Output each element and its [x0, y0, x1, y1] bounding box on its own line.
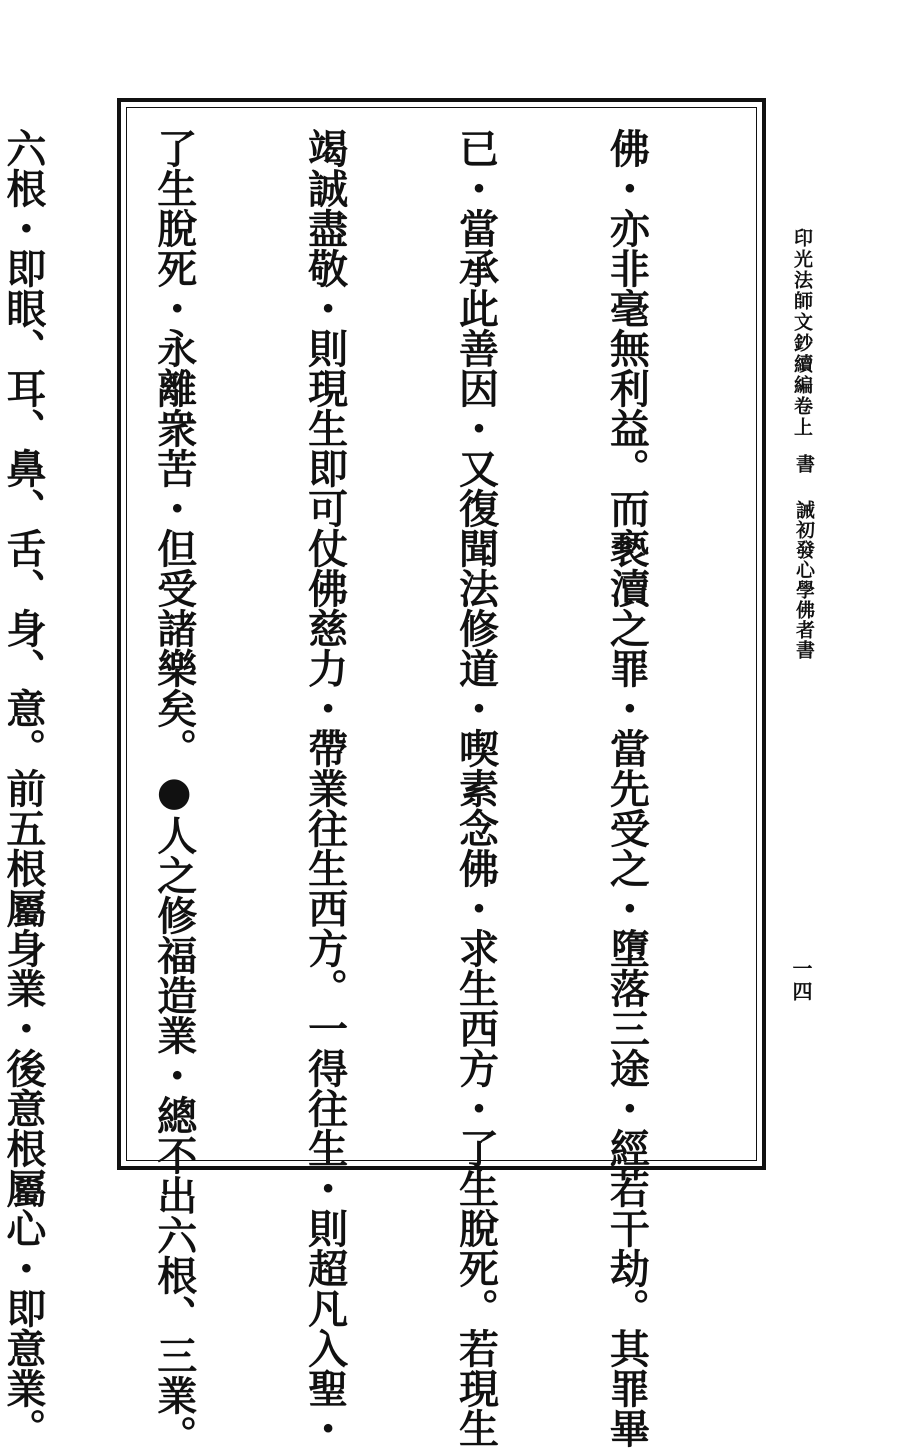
- text-column: 六根・即眼、耳、鼻、舌、身、意。前五根屬身業・後意根屬心・即意業。: [0, 128, 47, 1448]
- text-column: 竭誠盡敬・則現生即可仗佛慈力・帶業往生西方。一得往生・則超凡入聖・: [301, 128, 349, 1448]
- chapter-label: 書: [793, 454, 815, 473]
- text-column: 已・當承此善因・又復聞法修道・喫素念佛・求生西方・了生脫死。若現生: [452, 128, 500, 1448]
- body-text: [0, 128, 752, 1455]
- book-title: 印光法師文鈔續編卷上: [791, 228, 813, 438]
- section-title: 誡初發心學佛者書: [793, 500, 815, 660]
- page-number: 一四: [789, 958, 813, 1004]
- text-column: 佛・亦非毫無利益。而褻瀆之罪・當先受之・墮落三途・經若干劫。其罪畢: [603, 128, 651, 1448]
- text-column: 了生脫死・永離衆苦・但受諸樂矣。●人之修福造業・總不出六根、三業。: [150, 128, 198, 1455]
